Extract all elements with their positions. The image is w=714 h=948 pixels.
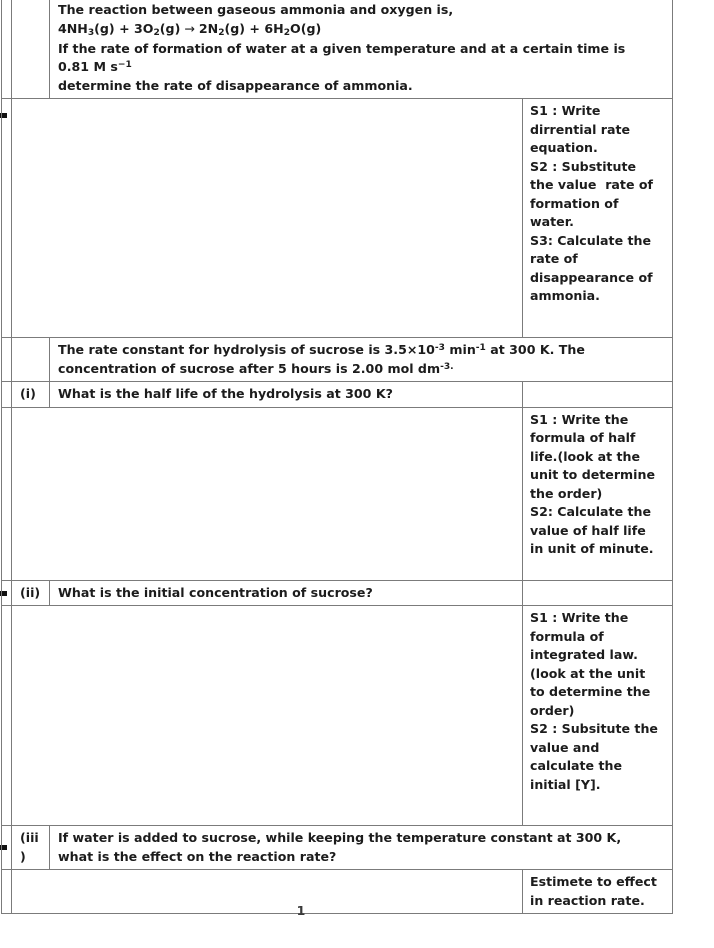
step-line: S3: Calculate the (530, 232, 652, 248)
marker-cell (2, 606, 12, 826)
numeral-cell (12, 338, 50, 382)
table-row (2, 606, 673, 826)
question-line: what is the effect on the reaction rate? (58, 848, 337, 864)
step-line: water. (530, 214, 574, 230)
question-line: If the rate of formation of water at a given temperature and at a certain time is (58, 40, 626, 56)
table-row (2, 407, 673, 580)
marker-cell (2, 826, 12, 870)
step-line: equation. (530, 140, 598, 156)
question-line: determine the rate of disappearance of ammonia. (58, 77, 413, 93)
step-line: value and (530, 739, 600, 755)
step-line: integrated law. (530, 647, 638, 663)
step-line: S1 : Write the (530, 610, 629, 626)
question-line: If water is added to sucrose, while keeping the temperature constant at 300 K, (58, 830, 622, 846)
step-line: order) (530, 702, 575, 718)
question-line: What is the half life of the hydrolysis at 300 K? (58, 386, 393, 402)
answer-space[interactable] (12, 606, 523, 826)
step-line: dirrential rate (530, 121, 631, 137)
steps-cell (523, 580, 673, 606)
numeral-cell: (i) (12, 382, 50, 408)
marker-cell (2, 382, 12, 408)
step-line: disappearance of (530, 269, 653, 285)
table-row (2, 580, 673, 606)
step-line: ammonia. (530, 288, 600, 304)
question-body (50, 0, 673, 99)
numeral-cell: (iii) (12, 826, 50, 870)
question-body (50, 826, 673, 870)
step-line: initial [Y]. (530, 776, 601, 792)
step-line: to determine the (530, 684, 651, 700)
rate-value-line: 0.81 M $s^{-1}$ (58, 59, 132, 75)
answer-space[interactable] (12, 407, 523, 580)
step-line: unit to determine (530, 467, 655, 483)
table-row (2, 826, 673, 870)
answer-space[interactable] (12, 99, 523, 338)
question-body (50, 580, 523, 606)
step-line: formation of (530, 195, 619, 211)
question-body (50, 382, 523, 408)
numeral-cell: (ii) (12, 580, 50, 606)
marker-cell (2, 407, 12, 580)
steps-cell (523, 99, 673, 338)
question-body (50, 338, 673, 382)
marker-cell (2, 99, 12, 338)
step-line: the value rate of (530, 177, 653, 193)
marker-cell (2, 338, 12, 382)
numeral-cell (12, 0, 50, 99)
step-line: S2 : Subsitute the (530, 721, 658, 737)
steps-cell (523, 606, 673, 826)
step-line: calculate the (530, 758, 622, 774)
step-line: S1 : Write (530, 103, 601, 119)
marker-cell (2, 0, 12, 99)
steps-cell (523, 382, 673, 408)
step-line: value of half life (530, 522, 646, 538)
step-line: S2: Calculate the (530, 504, 652, 520)
table-row (2, 338, 673, 382)
step-line: in unit of minute. (530, 541, 654, 557)
step-line: S1 : Write the (530, 411, 629, 427)
step-line: formula of half (530, 430, 636, 446)
question-line: What is the initial concentration of sucrose? (58, 584, 373, 600)
step-line: rate of (530, 251, 578, 267)
chemical-equation: $4NH_3(g) + 3O_2(g) \to 2N_2(g) + 6H_2O(g)$ (58, 20, 322, 38)
marker-cell (2, 580, 12, 606)
table-row (2, 382, 673, 408)
step-line: in reaction rate. (530, 892, 645, 908)
table-row (2, 99, 673, 338)
table-row (2, 0, 673, 99)
concentration-line: concentration of sucrose after 5 hours is 2.00 mol $dm^{-3.}$ (58, 360, 454, 376)
step-line: the order) (530, 485, 603, 501)
rate-constant-line: The rate constant for hydrolysis of sucrose is $3.5\times 10^{-3}$ $\min^{-1}$ at 300 K. The (58, 342, 585, 358)
step-line: Estimete to effect (530, 874, 657, 890)
step-line: (look at the unit (530, 665, 646, 681)
step-line: life.(look at the (530, 448, 641, 464)
step-line: formula of (530, 628, 604, 644)
step-line: S2 : Substitute (530, 158, 637, 174)
worksheet-table (1, 0, 673, 914)
steps-cell (523, 407, 673, 580)
page-number: 1 (296, 903, 306, 918)
question-line: The reaction between gaseous ammonia and oxygen is, (58, 2, 454, 17)
